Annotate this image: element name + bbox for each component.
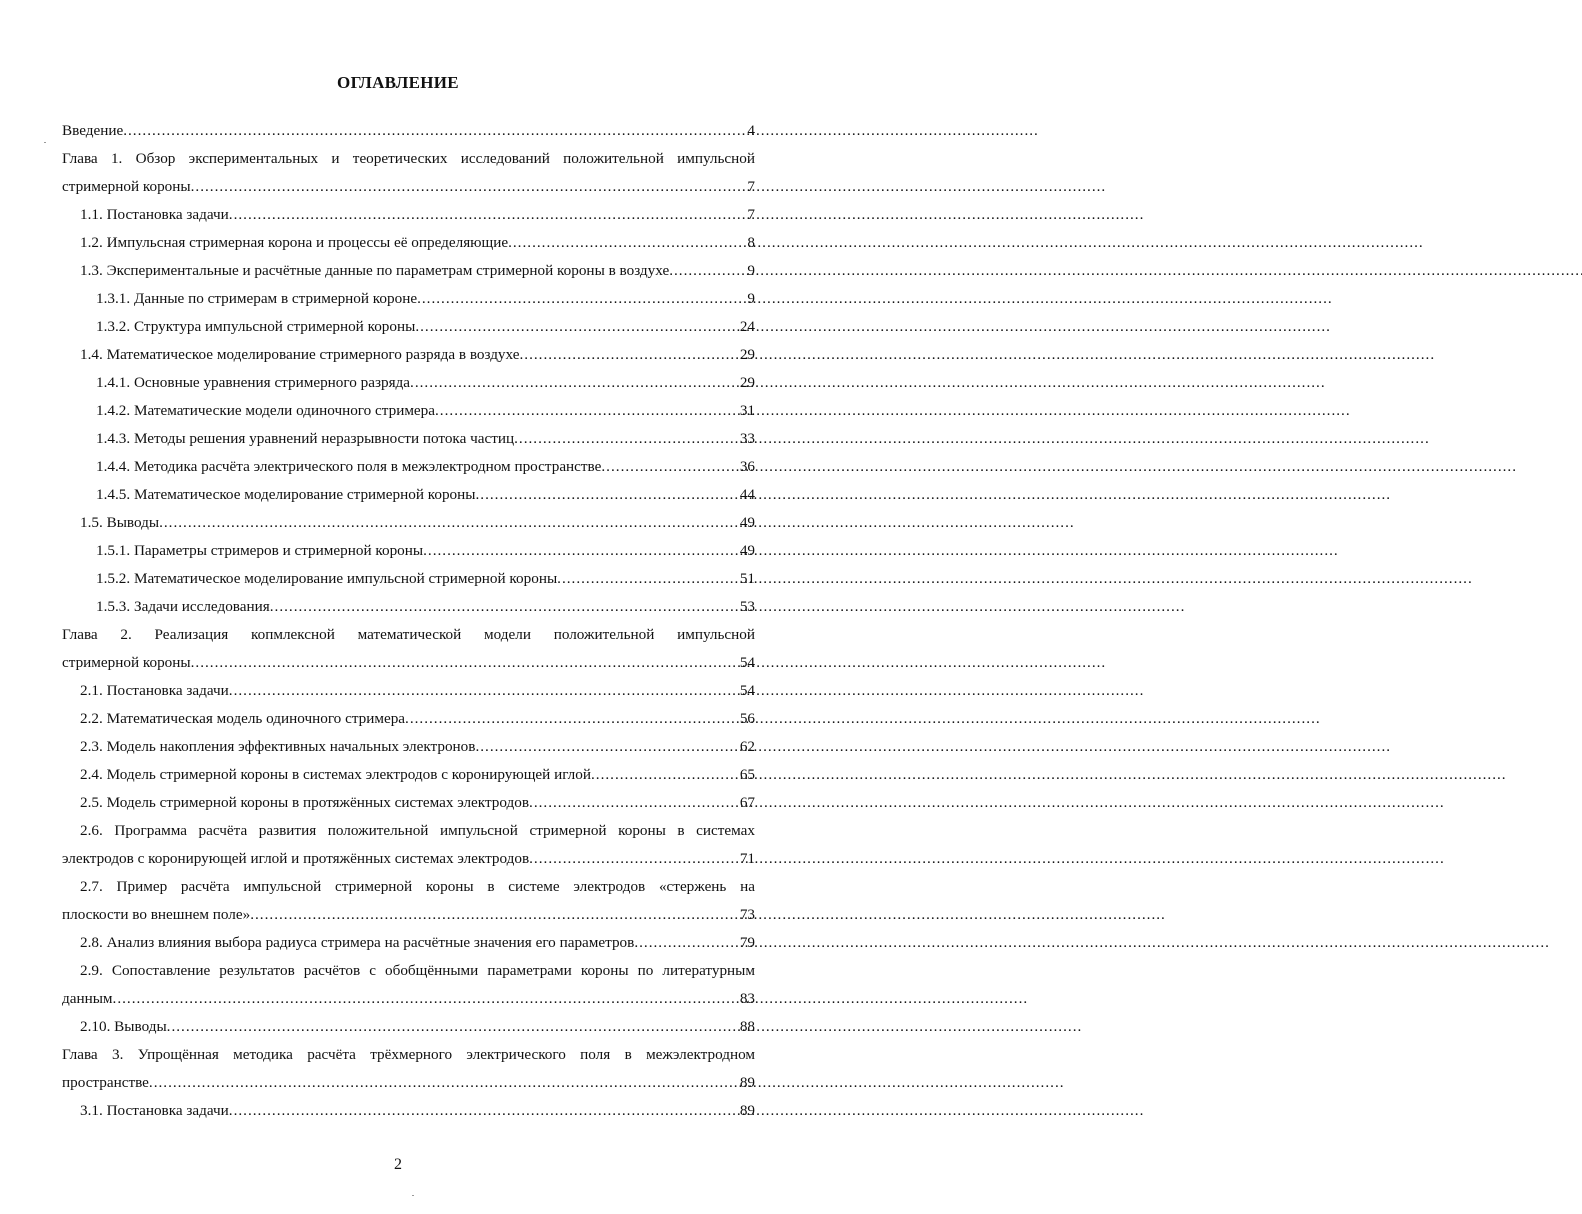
toc-entry-text: данным bbox=[62, 990, 113, 1007]
toc-entry-text: 1.3. Экспериментальные и расчётные данные по параметрам стримерной короны в воздухе bbox=[80, 262, 670, 279]
toc-entry-page: 49 bbox=[739, 514, 755, 531]
leader-dots bbox=[475, 737, 738, 757]
toc-entry-1-4-4 bbox=[96, 457, 755, 477]
leader-dots bbox=[123, 121, 746, 141]
toc-entry-text: 2.1. Постановка задачи bbox=[80, 682, 229, 699]
toc-entry-2-8 bbox=[80, 933, 755, 953]
leader-dots bbox=[405, 709, 739, 729]
toc-entry-text: электродов с коронирующей иглой и протяжённых системах электродов bbox=[62, 850, 530, 867]
toc-entry-page: 67 bbox=[739, 794, 755, 811]
toc-entry-page: 89 bbox=[739, 1102, 755, 1119]
leader-dots bbox=[270, 597, 739, 617]
leader-dots bbox=[191, 177, 747, 197]
toc-entry-1-3 bbox=[80, 261, 755, 281]
toc-entry-page: 44 bbox=[739, 486, 755, 503]
toc-entry-text: 1.5. Выводы bbox=[80, 514, 160, 531]
toc-entry-line1: Глава 2. Реализация копмлексной математической модели положительной импульсной bbox=[62, 626, 755, 643]
toc-entry-page: 8 bbox=[747, 234, 755, 251]
toc-entry-page: 33 bbox=[739, 430, 755, 447]
toc-entry-line1: 2.6. Программа расчёта развития положительной импульсной стримерной короны в системах bbox=[80, 822, 755, 839]
toc-entry-line1: Глава 3. Упрощённая методика расчёта трёхмерного электрического поля в межэлектродном bbox=[62, 1046, 755, 1063]
toc-entry-line1: Глава 1. Обзор экспериментальных и теоретических исследований положительной импульсной bbox=[62, 150, 755, 167]
toc-entry-text: 1.2. Импульсная стримерная корона и процессы её определяющие bbox=[80, 234, 509, 251]
leader-dots bbox=[508, 233, 746, 253]
toc-entry-page: 62 bbox=[739, 738, 755, 755]
leader-dots bbox=[417, 289, 746, 309]
toc-entry-text: 3.1. Постановка задачи bbox=[80, 1102, 229, 1119]
toc-entry-1-4-5 bbox=[96, 485, 755, 505]
leader-dots bbox=[423, 541, 739, 561]
toc-entry-text: 1.4. Математическое моделирование стримерного разряда в воздухе bbox=[80, 346, 520, 363]
toc-entry-chapter-2 bbox=[62, 625, 755, 673]
toc-entry-page: 79 bbox=[739, 934, 755, 951]
toc-entry-page: 83 bbox=[739, 990, 755, 1007]
toc-entry-2-9 bbox=[62, 961, 755, 1009]
toc-entry-page: 49 bbox=[739, 542, 755, 559]
leader-dots bbox=[557, 569, 739, 589]
leader-dots bbox=[410, 373, 739, 393]
toc-entry-page: 24 bbox=[739, 318, 755, 335]
page-number: 2 bbox=[394, 1156, 402, 1173]
leader-dots bbox=[113, 989, 739, 1009]
toc-entry-2-6 bbox=[62, 821, 755, 869]
toc-entry-text: 2.10. Выводы bbox=[80, 1018, 167, 1035]
toc-entry-page: 36 bbox=[739, 458, 755, 475]
toc-entry-page: 56 bbox=[739, 710, 755, 727]
toc-entry-page: 65 bbox=[739, 766, 755, 783]
toc-entry-page: 54 bbox=[739, 682, 755, 699]
toc-entry-chapter-3 bbox=[62, 1045, 755, 1093]
scan-speck bbox=[44, 142, 46, 143]
toc-entry-text: 1.5.3. Задачи исследования bbox=[96, 598, 270, 615]
toc-entry-text: 1.5.1. Параметры стримеров и стримерной короны bbox=[96, 542, 424, 559]
toc-entry-intro bbox=[62, 121, 755, 141]
leader-dots bbox=[529, 849, 739, 869]
toc-entry-2-5 bbox=[80, 793, 755, 813]
toc-entry-page: 71 bbox=[739, 850, 755, 867]
toc-entry-text: плоскости во внешнем поле» bbox=[62, 906, 251, 923]
toc-entry-text: 1.4.2. Математические модели одиночного стримера bbox=[96, 402, 436, 419]
toc-entry-text: 1.3.2. Структура импульсной стримерной короны bbox=[96, 318, 416, 335]
toc-entry-page: 31 bbox=[739, 402, 755, 419]
toc-entry-1-5-1 bbox=[96, 541, 755, 561]
toc-entry-page: 89 bbox=[739, 1074, 755, 1091]
toc-entry-page: 73 bbox=[739, 906, 755, 923]
leader-dots bbox=[475, 485, 738, 505]
leader-dots bbox=[520, 345, 739, 365]
toc-entry-page: 53 bbox=[739, 598, 755, 615]
toc-entry-text: 2.4. Модель стримерной короны в системах электродов с коронирующей иглой bbox=[80, 766, 591, 783]
leader-dots bbox=[191, 653, 739, 673]
toc-entry-text: 1.1. Постановка задачи bbox=[80, 206, 229, 223]
leader-dots bbox=[435, 401, 739, 421]
toc-entry-2-7 bbox=[62, 877, 755, 925]
toc-entry-text: 2.2. Математическая модель одиночного стримера bbox=[80, 710, 406, 727]
toc-entry-page: 51 bbox=[739, 570, 755, 587]
toc-entry-line1: 2.7. Пример расчёта импульсной стримерной короны в системе электродов «стержень на bbox=[80, 878, 755, 895]
scan-speck bbox=[412, 1195, 414, 1196]
toc-entry-1-2 bbox=[80, 233, 755, 253]
toc-entry-1-4-1 bbox=[96, 373, 755, 393]
toc-entry-text: стримерной короны bbox=[62, 178, 191, 195]
toc-entry-page: 54 bbox=[739, 654, 755, 671]
toc-entry-1-5-3 bbox=[96, 597, 755, 617]
toc-entry-page: 88 bbox=[739, 1018, 755, 1035]
toc-entry-text: пространстве bbox=[62, 1074, 149, 1091]
leader-dots bbox=[167, 1017, 739, 1037]
toc-entry-text: 1.4.1. Основные уравнения стримерного разряда bbox=[96, 374, 411, 391]
toc-entry-2-10 bbox=[80, 1017, 755, 1037]
toc-entry-3-1 bbox=[80, 1101, 755, 1121]
toc-entry-chapter-1 bbox=[62, 149, 755, 197]
toc-entry-text: 1.4.4. Методика расчёта электрического поля в межэлектродном пространстве bbox=[96, 458, 602, 475]
toc-entry-page: 7 bbox=[747, 206, 755, 223]
leader-dots bbox=[591, 765, 739, 785]
leader-dots bbox=[601, 457, 738, 477]
toc-entry-text: 1.4.3. Методы решения уравнений неразрывности потока частиц bbox=[96, 430, 515, 447]
toc-entry-text: 2.5. Модель стримерной короны в протяжённых системах электродов bbox=[80, 794, 530, 811]
toc-entry-text: 1.5.2. Математическое моделирование импульсной стримерной короны bbox=[96, 570, 558, 587]
toc-entry-2-4 bbox=[80, 765, 755, 785]
toc-entry-page: 7 bbox=[747, 178, 755, 195]
toc-entry-text: Введение bbox=[62, 122, 124, 139]
leader-dots bbox=[229, 205, 747, 225]
toc-entry-1-5 bbox=[80, 513, 755, 533]
toc-entry-text: 2.8. Анализ влияния выбора радиуса стримера на расчётные значения его параметров bbox=[80, 934, 635, 951]
leader-dots bbox=[669, 261, 746, 281]
toc-entry-1-4-2 bbox=[96, 401, 755, 421]
page-title: ОГЛАВЛЕНИЕ bbox=[337, 73, 459, 92]
leader-dots bbox=[529, 793, 739, 813]
toc-entry-2-1 bbox=[80, 681, 755, 701]
toc-entry-page: 29 bbox=[739, 374, 755, 391]
toc-entry-2-3 bbox=[80, 737, 755, 757]
leader-dots bbox=[229, 681, 739, 701]
toc-entry-2-2 bbox=[80, 709, 755, 729]
leader-dots bbox=[149, 1073, 739, 1093]
toc-entry-1-3-1 bbox=[96, 289, 755, 309]
toc-entry-1-5-2 bbox=[96, 569, 755, 589]
toc-entry-page: 29 bbox=[739, 346, 755, 363]
leader-dots bbox=[514, 429, 739, 449]
toc-entry-line1: 2.9. Сопоставление результатов расчётов с обобщёнными параметрами короны по литературным bbox=[80, 962, 755, 979]
toc-entry-1-4 bbox=[80, 345, 755, 365]
toc-entry-page: 4 bbox=[747, 122, 755, 139]
leader-dots bbox=[634, 933, 738, 953]
toc-entry-page: 9 bbox=[747, 290, 755, 307]
leader-dots bbox=[159, 513, 739, 533]
toc-entry-text: 1.4.5. Математическое моделирование стримерной короны bbox=[96, 486, 476, 503]
toc-entry-text: 1.3.1. Данные по стримерам в стримерной короне bbox=[96, 290, 418, 307]
leader-dots bbox=[250, 905, 739, 925]
toc-entry-1-3-2 bbox=[96, 317, 755, 337]
toc-entry-1-4-3 bbox=[96, 429, 755, 449]
leader-dots bbox=[415, 317, 738, 337]
toc-entry-text: стримерной короны bbox=[62, 654, 191, 671]
toc-entry-1-1 bbox=[80, 205, 755, 225]
toc-entry-text: 2.3. Модель накопления эффективных начальных электронов bbox=[80, 738, 476, 755]
toc-entry-page: 9 bbox=[747, 262, 755, 279]
leader-dots bbox=[229, 1101, 739, 1121]
